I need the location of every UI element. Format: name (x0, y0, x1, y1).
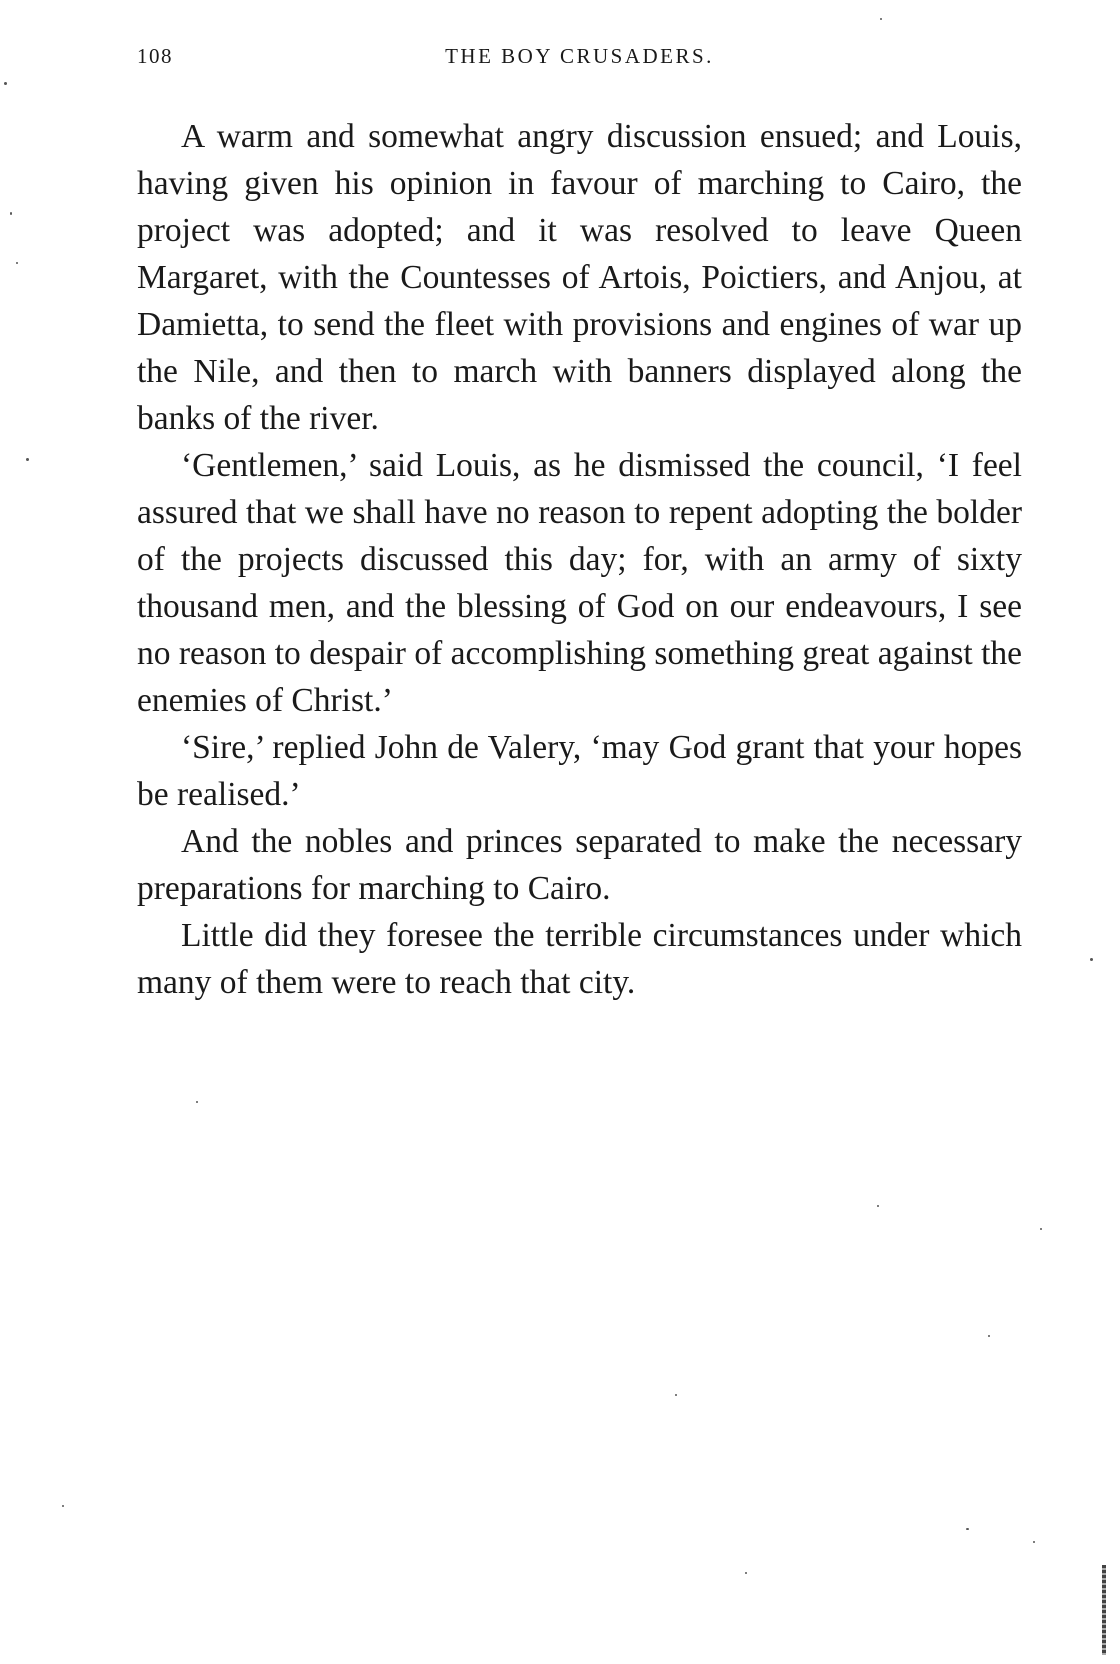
speck (745, 1572, 747, 1574)
speck (675, 1394, 677, 1396)
running-title: THE BOY CRUSADERS. (445, 44, 714, 68)
paragraph-discussion: A warm and somewhat angry discussion ensued; and Louis, having given his opinion in favour of marching to Cairo, the project was adopted; and it was resolved to leave Queen Margaret, with the Countesses of Artois, Poictiers, and Anjou, at Damietta, to send the fleet with provisions and engines of war up the Nile, and then to march with banners displayed along the banks of the river. (137, 118, 1022, 437)
speck (4, 82, 7, 85)
paragraph-louis-speech: ‘Gentlemen,’ said Louis, as he dismissed the council, ‘I feel assured that we shall have no reason to repent adopting the bolder of the projects discussed this day; for, with an army of sixty thousand men, and the blessing of God on our endeavours, I see no reason to despair of accomplishing something great against the enemies of Christ.’ (137, 447, 1022, 719)
speck (1033, 1541, 1035, 1543)
speck (1040, 1228, 1042, 1230)
page-edge-mark (1102, 1565, 1106, 1655)
speck (1090, 958, 1093, 961)
speck (10, 212, 12, 215)
speck (880, 18, 882, 20)
speck (196, 1101, 198, 1103)
speck (877, 1205, 879, 1207)
paragraph-nobles-separate: And the nobles and princes separated to make the necessary preparations for marching to Cairo. (137, 823, 1022, 907)
paragraph-valery-reply: ‘Sire,’ replied John de Valery, ‘may God grant that your hopes be realised.’ (137, 729, 1022, 813)
speck (966, 1528, 969, 1530)
speck (26, 458, 29, 461)
speck (988, 1335, 990, 1337)
body-text (137, 113, 1022, 1006)
page-number: 108 (137, 44, 173, 68)
paragraph-closing: Little did they foresee the terrible circumstances under which many of them were to reach that city. (137, 917, 1022, 1001)
speck (62, 1505, 64, 1507)
speck (16, 262, 18, 264)
running-head (137, 44, 1022, 78)
